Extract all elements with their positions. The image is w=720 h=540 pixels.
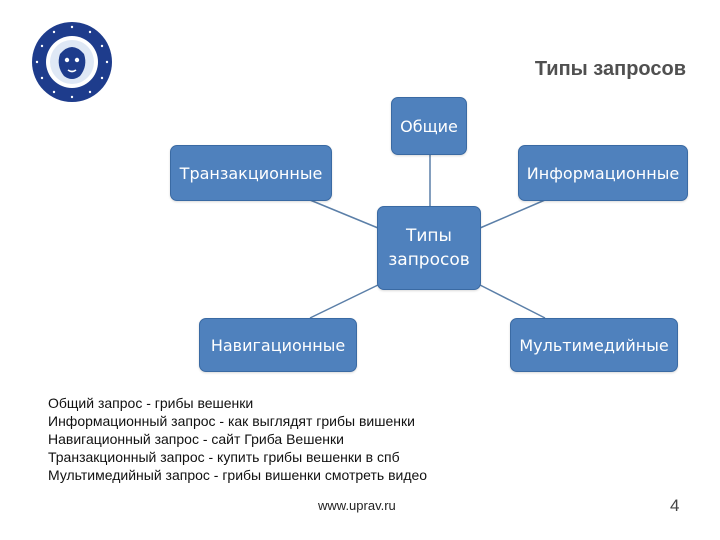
connector-top-left (310, 200, 378, 228)
node-navigational (199, 318, 357, 372)
example-line: Навигационный запрос - сайт Гриба Вешенки (48, 431, 344, 447)
node-transactional (170, 145, 332, 201)
node-multimedia (510, 318, 678, 372)
example-line: Транзакционный запрос - купить грибы вешенки в спб (48, 449, 400, 465)
example-line: Информационный запрос - как выглядят грибы вишенки (48, 413, 415, 429)
node-transactional-label: Транзакционные (179, 163, 323, 183)
connector-bottom-left (310, 285, 378, 318)
connector-bottom-right (480, 285, 545, 318)
example-line: Общий запрос - грибы вешенки (48, 395, 254, 411)
slide-title: Типы запросов (534, 58, 686, 80)
node-informational (518, 145, 688, 201)
footer-url: www.uprav.ru (318, 498, 396, 513)
node-navigational-label: Навигационные (210, 335, 346, 355)
node-general (391, 97, 467, 155)
node-general-label: Общие (400, 116, 458, 136)
node-center-line2: запросов (388, 250, 470, 270)
examples-list (48, 394, 427, 484)
page-number: 4 (670, 496, 680, 515)
node-center (377, 206, 481, 290)
node-informational-label: Информационные (526, 163, 680, 183)
node-multimedia-label: Мультимедийные (519, 335, 669, 355)
example-line: Мультимедийный запрос - грибы вишенки смотреть видео (48, 467, 428, 483)
node-center-line1: Типы (406, 226, 452, 246)
connector-top-right (480, 200, 545, 228)
